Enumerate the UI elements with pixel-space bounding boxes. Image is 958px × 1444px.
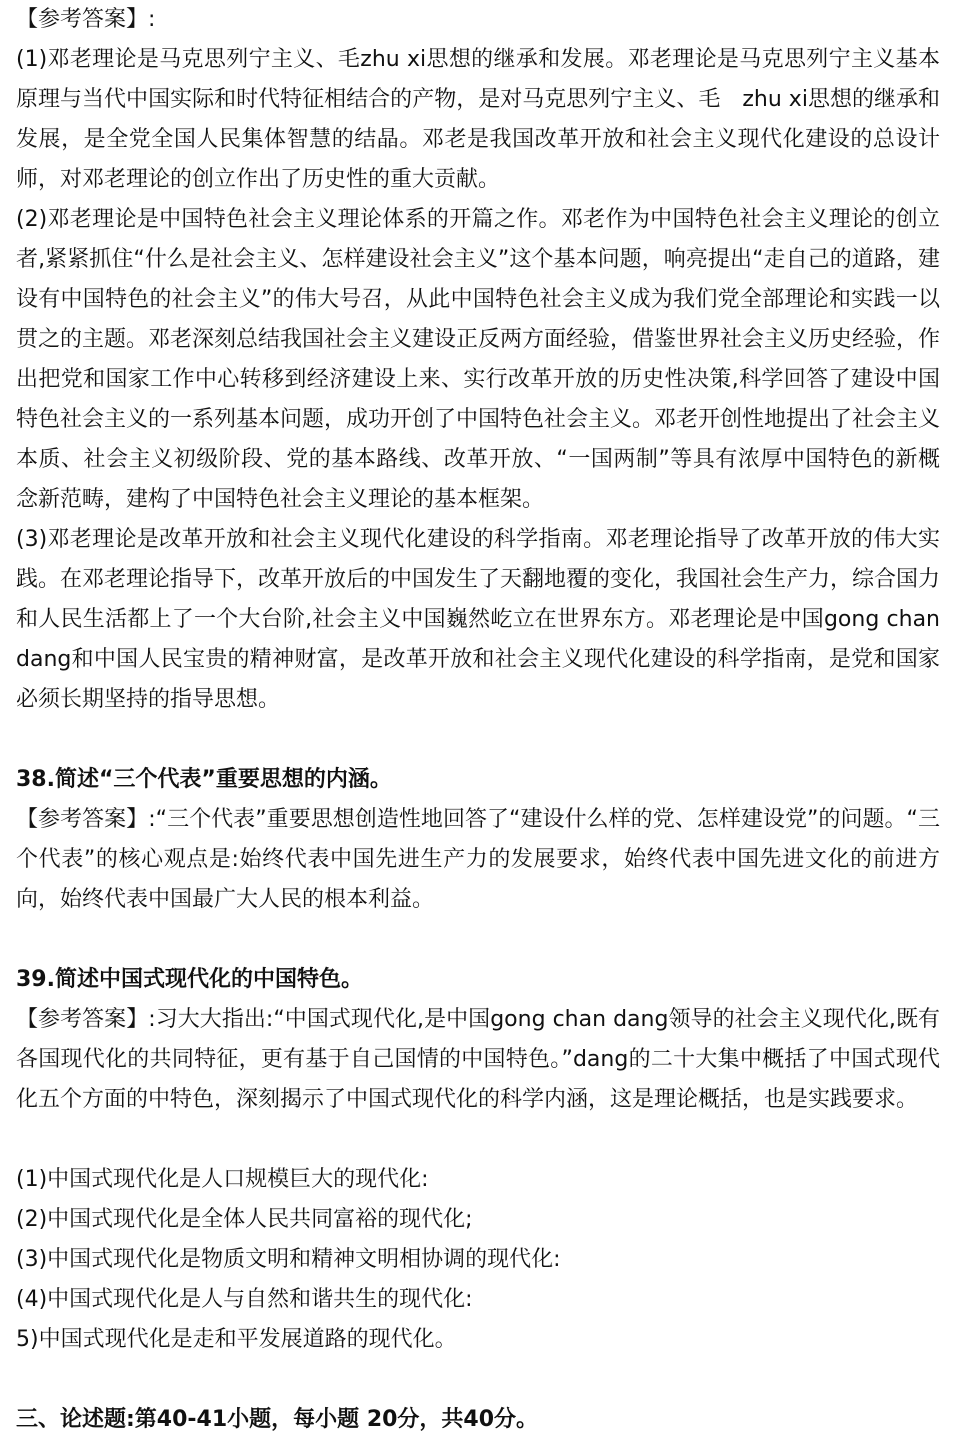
question-39-item-2: (2)中国式现代化是全体人民共同富裕的现代化; [16,1207,473,1232]
answer-paragraph-2: (2)邓老理论是中国特色社会主义理论体系的开篇之作。邓老作为中国特色社会主义理论的创立者,紧紧抓住“什么是社会主义、怎样建设社会主义”这个基本问题，响亮提出“走自己的道路，建设有中国特色的社会主义”的伟大号召，从此中国特色社会主义成为我们党全部理论和实践一以贯之的主题。邓老深刻总结我国社会主义建设正反两方面经验，借鉴世界社会主义历史经验，作出把党和国家工作中心转移到经济建设上来、实行改革开放的历史性决策,科学回答了建设中国特色社会主义的一系列基本问题，成功开创了中国特色社会主义。邓老开创性地提出了社会主义本质、社会主义初级阶段、党的基本路线、改革开放、“一国两制”等具有浓厚中国特色的新概念新范畴，建构了中国特色社会主义理论的基本框架。 [16,207,941,512]
answer-paragraph-3: (3)邓老理论是改革开放和社会主义现代化建设的科学指南。邓老理论指导了改革开放的伟大实践。在邓老理论指导下，改革开放后的中国发生了天翻地覆的变化，我国社会生产力，综合国力和人民生活都上了一个大台阶,社会主义中国巍然屹立在世界东方。邓老理论是中国gong chan dang和中国人民宝贵的精神财富，是改革开放和社会主义现代化建设的科学指南，是党和国家必须长期坚持的指导思想。 [16,527,941,712]
question-39-answer: 【参考答案】:习大大指出:“中国式现代化,是中国gong chan dang领导的社会主义现代化,既有各国现代化的共同特征，更有基于自己国情的中国特色。”dang的二十大集中概括了中国式现代化五个方面的中特色，深刻揭示了中国式现代化的科学内涵，这是理论概括，也是实践要求。 [16,1007,940,1112]
answer-paragraph-1: (1)邓老理论是马克思列宁主义、毛zhu xi思想的继承和发展。邓老理论是马克思列宁主义基本原理与当代中国实际和时代特征相结合的产物，是对马克思列宁主义、毛 zhu xi思想的继承和发展，是全党全国人民集体智慧的结晶。邓老是我国改革开放和社会主义现代化建设的总设计师，对邓老理论的创立作出了历史性的重大贡献。 [16,47,940,192]
question-39-title: 39.简述中国式现代化的中国特色。 [16,967,363,992]
question-39-item-4: (4)中国式现代化是人与自然和谐共生的现代化: [16,1287,473,1312]
reference-answer-label: 【参考答案】: [16,7,156,32]
question-39-item-5: 5)中国式现代化是走和平发展道路的现代化。 [16,1327,457,1352]
section-3-title: 三、论述题:第40-41小题，每小题 20分，共40分。 [16,1407,539,1432]
question-38-answer: 【参考答案】:“三个代表”重要思想创造性地回答了“建设什么样的党、怎样建设党”的问题。“三个代表”的核心观点是:始终代表中国先进生产力的发展要求，始终代表中国先进文化的前进方向，始终代表中国最广大人民的根本利益。 [16,807,940,912]
question-39-item-1: (1)中国式现代化是人口规模巨大的现代化: [16,1167,429,1192]
question-38-title: 38.简述“三个代表”重要思想的内涵。 [16,767,392,792]
question-39-item-3: (3)中国式现代化是物质文明和精神文明相协调的现代化: [16,1247,561,1272]
